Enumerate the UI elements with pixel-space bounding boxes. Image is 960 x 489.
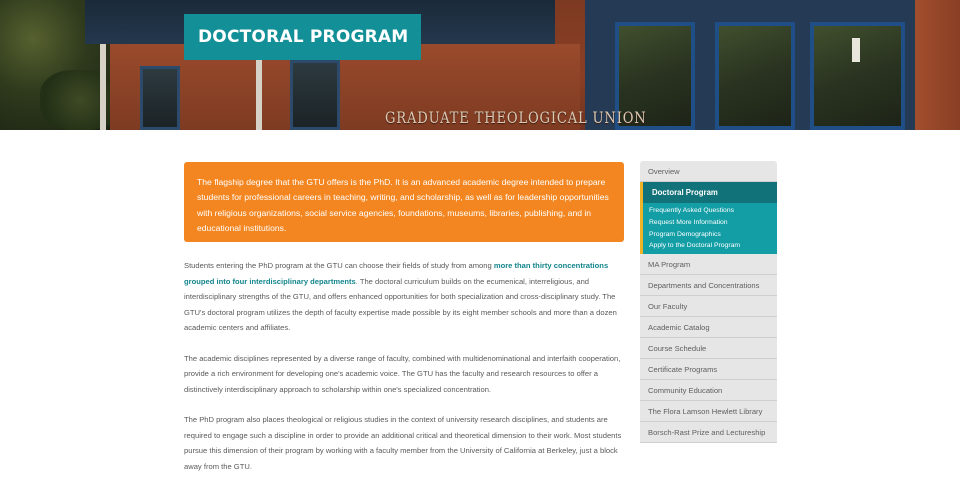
wall-light — [852, 38, 860, 62]
sidebar-subnav — [640, 203, 777, 254]
subnav-item-apply[interactable]: Apply to the Doctoral Program — [649, 242, 741, 250]
sidebar-item-course-schedule[interactable]: Course Schedule — [640, 338, 777, 359]
sidebar-item-library[interactable]: The Flora Lamson Hewlett Library — [640, 401, 777, 422]
main-content — [184, 258, 624, 489]
sidebar-nav — [640, 161, 777, 443]
building-wall-right — [915, 0, 960, 130]
subnav-item-demographics[interactable]: Program Demographics — [649, 230, 721, 238]
sidebar-item-departments[interactable]: Departments and Concentrations — [640, 275, 777, 296]
concentrations-link[interactable]: more than thirty concentrations grouped into four interdisciplinary departments — [184, 261, 609, 286]
intro-text: The flagship degree that the GTU offers is the PhD. It is an advanced academic degree intended to prepare students for professional careers in teaching, writing, and scholarship, as well as for leadership opportunities with religious organizations, social service agencies, foundations, museums, libraries, publishing, and in educational institutions. — [197, 177, 609, 234]
sidebar-item-doctoral-program[interactable]: Doctoral Program — [640, 182, 777, 203]
building-sign: GRADUATE THEOLOGICAL UNION — [385, 108, 647, 127]
sidebar-item-community-education[interactable]: Community Education — [640, 380, 777, 401]
sidebar-item-ma-program[interactable]: MA Program — [640, 254, 777, 275]
paragraph-2: The academic disciplines represented by a diverse range of faculty, combined with multidenominational and interfaith cooperation, provide a rich environment for developing one's academic voice. The GTU has the faculty and research resources to offer a distinctively interdisciplinary approach to scholarship within one's specialized concentration. — [184, 353, 621, 394]
paragraph-1-text-cont: . The doctoral curriculum builds on the ecumenical, interreligious, and interdisciplinary strengths of the GTU, and offers enhanced opportunities for both specialization and cross-disciplinary study. The GTU's doctoral program utilizes the depth of faculty expertise made possible by its eight member schools and more than a dozen academic centers and affiliates. — [184, 276, 617, 332]
sidebar-item-certificate-programs[interactable]: Certificate Programs — [640, 359, 777, 380]
sidebar-item-overview[interactable]: Overview — [640, 161, 777, 182]
paragraph-1-text: Students entering the PhD program at the GTU can choose their fields of study from among — [184, 261, 494, 270]
page-title-box — [184, 14, 421, 60]
sidebar-item-catalog[interactable]: Academic Catalog — [640, 317, 777, 338]
building-window — [290, 60, 340, 130]
paragraph-1 — [184, 258, 624, 336]
building-window — [140, 66, 180, 130]
subnav-item-request-info[interactable]: Request More Information — [649, 218, 728, 226]
sidebar-item-borsch-rast[interactable]: Borsch-Rast Prize and Lectureship — [640, 422, 777, 443]
awning-post — [100, 44, 106, 130]
subnav-item-faq[interactable]: Frequently Asked Questions — [649, 207, 735, 214]
hero-banner — [0, 0, 960, 130]
paragraph-3: The PhD program also places theological or religious studies in the context of university research disciplines, and students are required to engage such a discipline in order to provide an additional critical and theoretical dimension to their work. Most students pursue this dimension of their program by working with a faculty member from the University of California at Berkeley, just a block away from the GTU. — [184, 415, 622, 471]
sidebar-item-faculty[interactable]: Our Faculty — [640, 296, 777, 317]
shrub-photo-area — [40, 70, 120, 130]
page-title: DOCTORAL PROGRAM — [198, 27, 409, 47]
intro-callout — [184, 162, 624, 242]
